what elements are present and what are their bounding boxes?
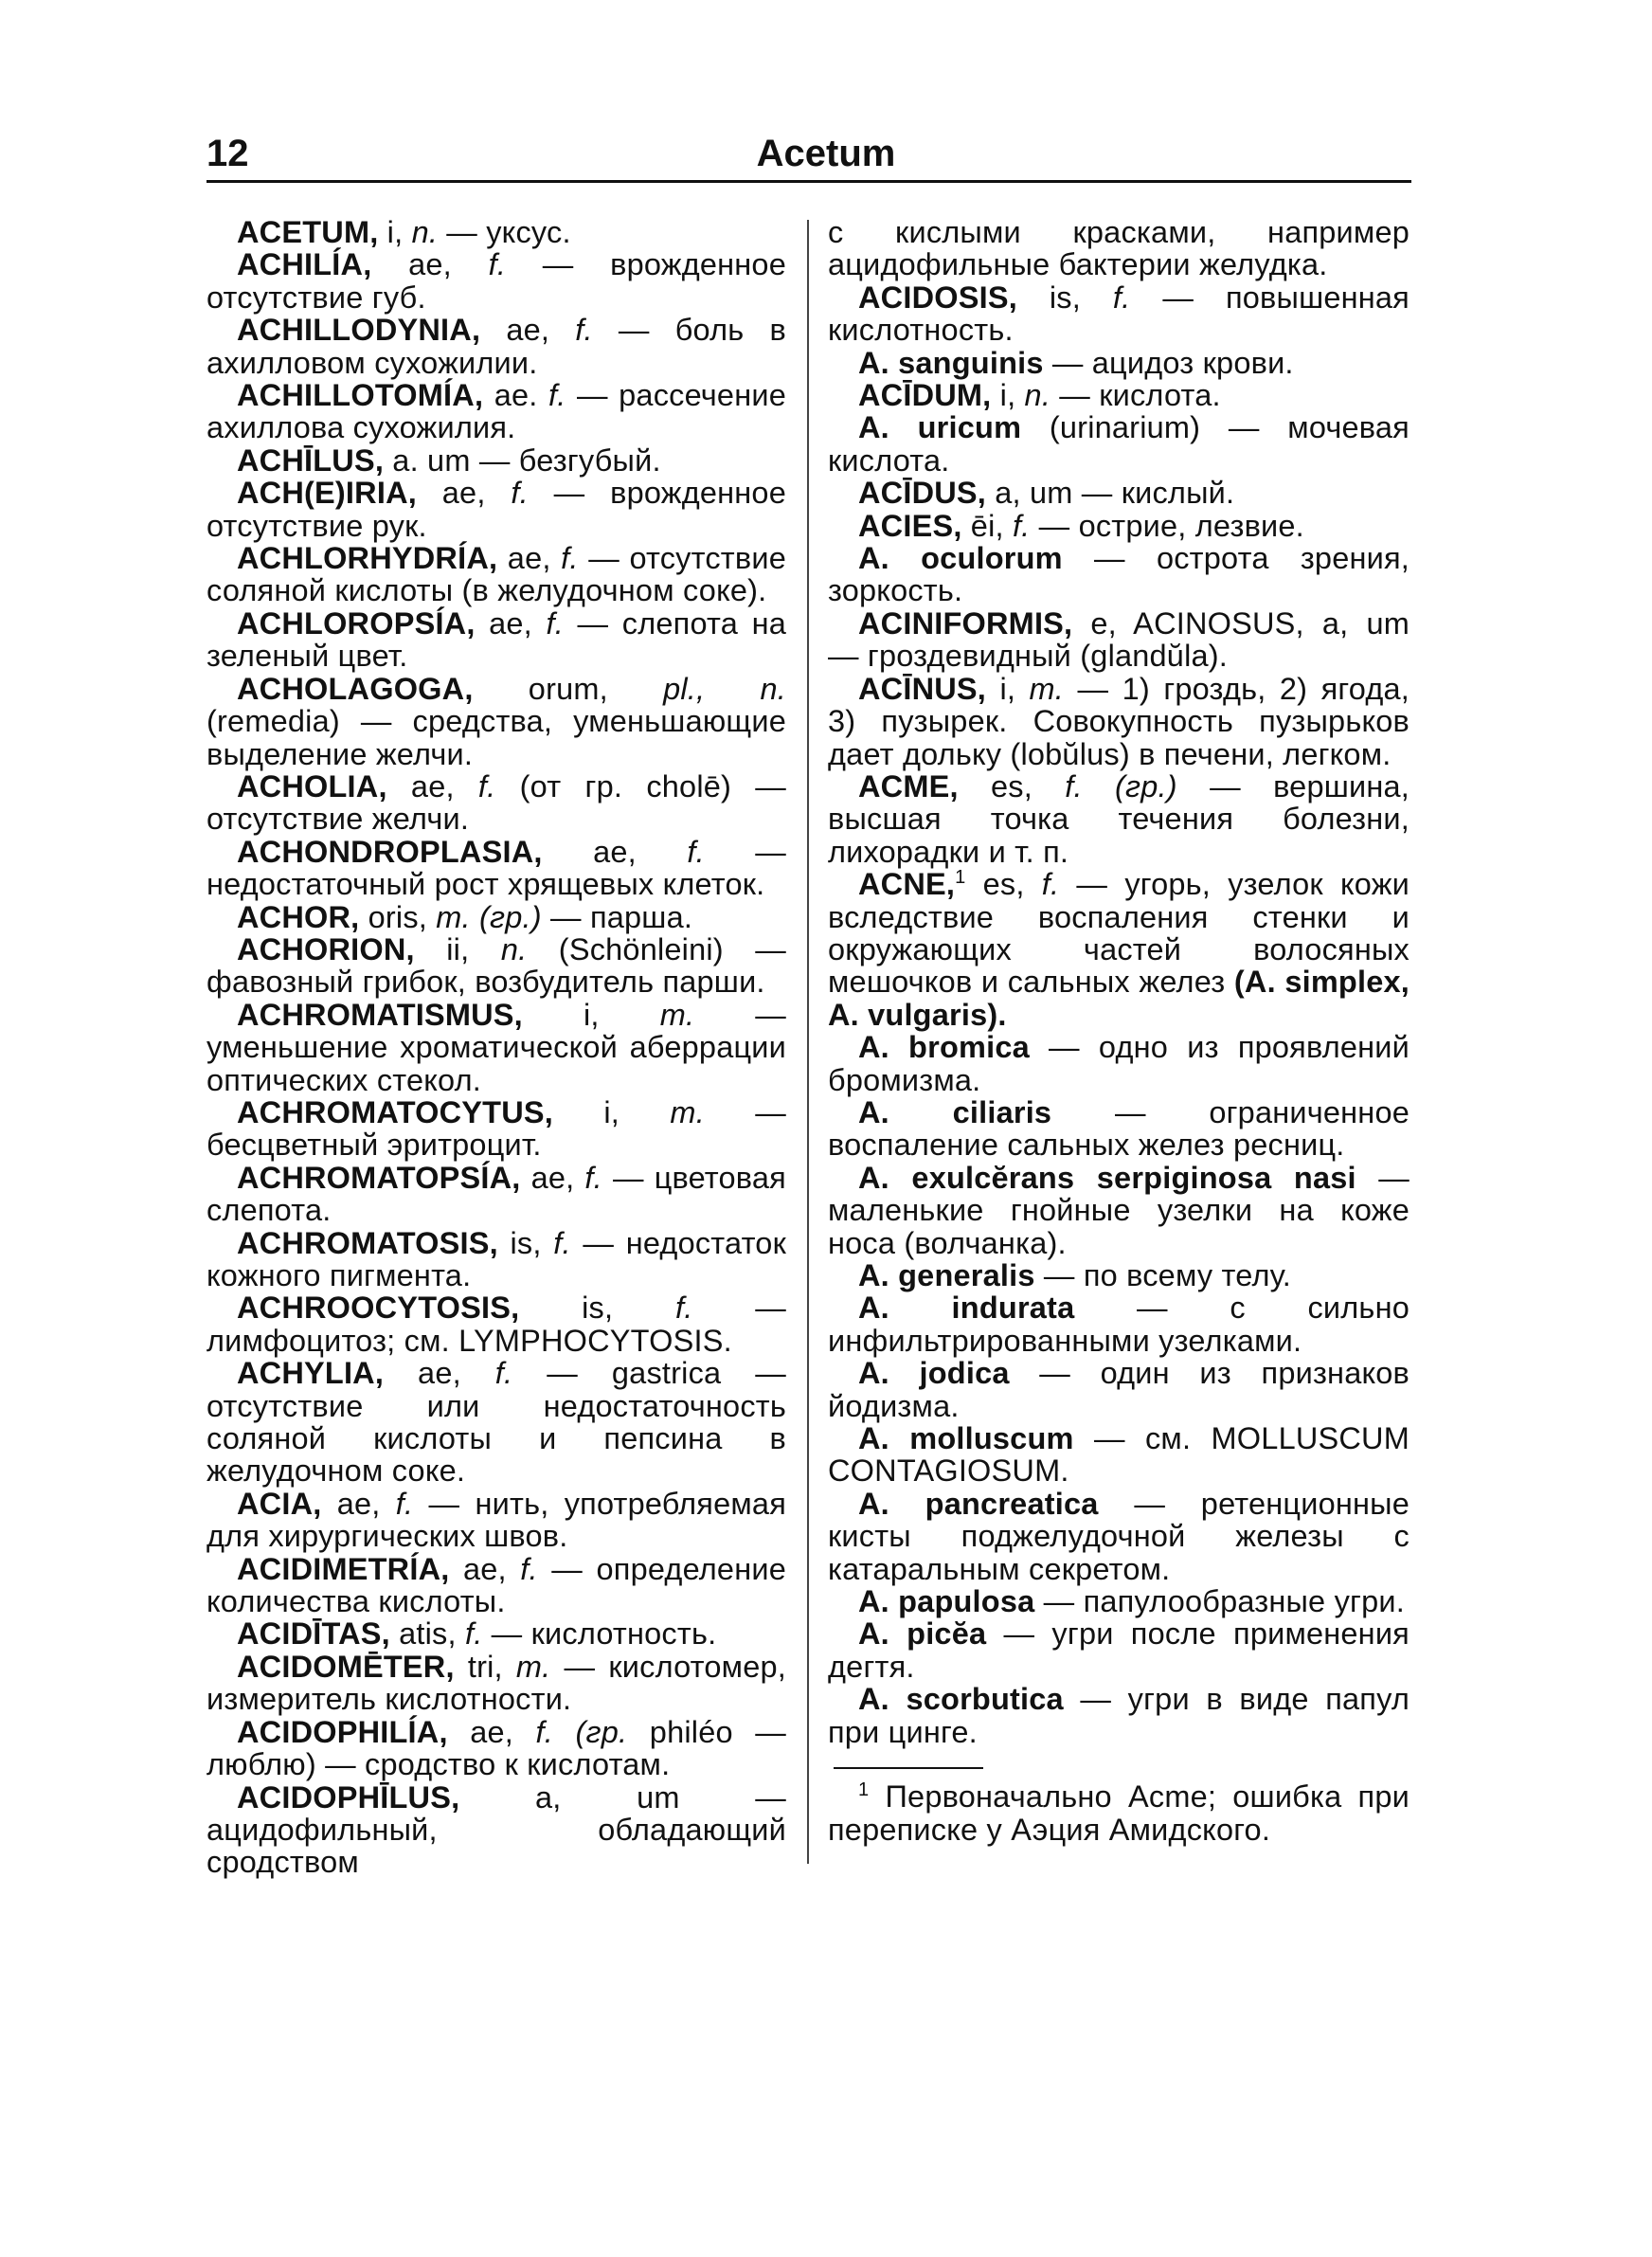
acne-variants: (A. simplex, A. vulgaris). [828, 965, 1410, 1032]
entry-gender: n. [403, 215, 439, 249]
dictionary-entry [206, 1291, 786, 1357]
dictionary-entry [206, 1617, 786, 1650]
entry-grammar: ae, [416, 476, 486, 511]
entry-grammar: ae, [386, 768, 455, 803]
dictionary-entry [206, 248, 786, 314]
entry-gender: f. [549, 313, 593, 348]
dictionary-entry [206, 1553, 786, 1618]
entry-gender: n. [469, 931, 528, 966]
entry-headword: A. pancreatica [858, 1486, 1099, 1521]
entry-definition: — одно из проявлений бромизма. [828, 1030, 1410, 1097]
entry-grammar: ae, [449, 1551, 507, 1586]
entry-headword: A. generalis [858, 1258, 1035, 1292]
entry-headword: ACHILÍA, [237, 247, 372, 282]
entry-gender: pl., n. [607, 671, 786, 706]
entry-gender: n. [1015, 378, 1051, 413]
entry-definition: — врожденное отсутствие губ. [206, 247, 786, 315]
entry-grammar: oris, [359, 899, 428, 934]
entry-headword: ACHLOROPSÍA, [237, 605, 476, 641]
entry-headword: ACIDOMĒTER, [237, 1649, 455, 1684]
footnote-marker: 1 [858, 1779, 870, 1801]
entry-grammar: ae, [384, 1356, 461, 1391]
dictionary-entry [828, 281, 1410, 347]
entry-grammar: is, [497, 1225, 542, 1260]
entry-grammar: a, um [459, 1779, 680, 1815]
entry-definition: — 1) гроздь, 2) ягода, 3) пузырек. Совокупность пузырьков дает дольку (lobŭlus) в печени, легком. [828, 671, 1410, 771]
entry-gender: m. [1015, 671, 1065, 706]
entry-headword: ACIA, [237, 1486, 322, 1521]
entry-gender: m. [599, 997, 695, 1032]
entry-headword: ACHROOCYTOSIS, [237, 1291, 520, 1326]
entry-definition: — кислотность. [482, 1616, 717, 1652]
dictionary-entry [828, 379, 1410, 411]
entry-definition: — вершина, высшая точка течения болезни, лихорадки и т. п. [828, 768, 1410, 869]
dictionary-entry [828, 607, 1410, 673]
entry-definition: — кислота. [1050, 378, 1221, 413]
entry-definition: — лимфоцитоз; см. LYMPHOCYTOSIS. [206, 1291, 786, 1358]
entry-definition: (remedia) — средства, уменьшающие выделение желчи. [206, 704, 786, 771]
entry-headword: ACHOLIA, [237, 768, 387, 803]
entry-gender: f. (гр.) [1032, 768, 1177, 803]
entry-grammar: ae, [542, 834, 637, 869]
right-column [828, 216, 1410, 1846]
entry-definition: — см. MOLLUSCUM CONTAGIOSUM. [828, 1421, 1410, 1489]
dictionary-entry [828, 1488, 1410, 1585]
dictionary-entry [828, 1096, 1410, 1162]
dictionary-entry [206, 1781, 786, 1879]
entry-definition: — цветовая слепота. [206, 1160, 786, 1228]
entry-grammar: es, [958, 768, 1032, 803]
dictionary-entry [828, 477, 1410, 509]
entry-grammar: i, [991, 378, 1016, 413]
entry-gender: f. [574, 1160, 602, 1195]
entry-gender: f. [506, 1551, 538, 1586]
entry-headword: ACHROMATOCYTUS, [237, 1094, 554, 1129]
entry-grammar: i, [986, 671, 1016, 706]
entry-headword: ACH(E)IRIA, [237, 476, 417, 511]
entry-gender: f. [636, 834, 705, 869]
entry-definition: — рассечение ахиллова сухожилия. [206, 378, 786, 445]
entry-gender: f. [613, 1291, 693, 1326]
left-column [206, 216, 786, 1879]
entry-definition: — кислотомер, измеритель кислотности. [206, 1649, 786, 1717]
entry-definition: — отсутствие соляной кислоты (в желудочном соке). [206, 541, 786, 608]
entry-grammar: ae, [520, 1160, 575, 1195]
entry-definition: — безгубый. [470, 442, 661, 478]
entry-definition: — определение количества кислоты. [206, 1551, 786, 1619]
column-divider [807, 220, 809, 1864]
entry-headword: ACIDĪTAS, [237, 1616, 390, 1652]
entry-definition: philéo — люблю) — сродство к кислотам. [206, 1714, 786, 1782]
entry-headword: ACIDIMETRÍA, [237, 1551, 450, 1586]
header-rule [206, 180, 1411, 183]
entry-definition: — слепота на зеленый цвет. [206, 605, 786, 674]
entry-headword: ACIDOSIS, [858, 280, 1017, 315]
dictionary-entry [828, 1617, 1410, 1683]
dictionary-entry [206, 901, 786, 933]
dictionary-entry [206, 999, 786, 1096]
entry-headword: ACHORION, [237, 931, 415, 966]
entry-gender: m. [620, 1094, 705, 1129]
entry-definition: — боль в ахилловом сухожилии. [206, 313, 786, 380]
entry-headword: ACHOR, [237, 899, 360, 934]
footnote-ref: 1 [955, 867, 966, 889]
entry-headword: ACHOLAGOGA, [237, 671, 474, 706]
dictionary-entry [828, 868, 1410, 1031]
entry-definition: — мочевая кислота. [828, 410, 1410, 478]
entry-definition: — уменьшение хроматической аберрации оптических стекол. [206, 997, 786, 1097]
dictionary-entry [828, 673, 1410, 770]
entry-definition: — ацидоз крови. [1043, 345, 1294, 380]
entry-headword: ACHROMATOPSÍA, [237, 1160, 521, 1195]
dictionary-entry [206, 314, 786, 379]
dictionary-entry [828, 1259, 1410, 1291]
entry-gender: f. [550, 541, 579, 576]
entry-gender: f. [541, 1225, 571, 1260]
entry-definition: — gastrica — отсутствие или недостаточность соляной кислоты и пепсина в желудочном соке. [206, 1356, 786, 1489]
dictionary-entry [206, 1651, 786, 1716]
footnote-text: Первоначально Acme; ошибка при переписке у Аэция Амидского. [828, 1779, 1410, 1847]
entry-headword: ACME, [858, 768, 959, 803]
dictionary-entry [206, 1716, 786, 1781]
entry-grammar: a, um [986, 476, 1073, 511]
dictionary-entry [828, 770, 1410, 868]
entry-grammar: a. um [384, 442, 471, 478]
entry-headword: ACINIFORMIS, [858, 605, 1073, 641]
entry-headword: ACETUM, [237, 215, 379, 249]
entry-grammar: i, [553, 1094, 620, 1129]
dictionary-entry [206, 836, 786, 901]
entry-headword: A. sanguinis [858, 345, 1044, 380]
entry-headword: ACHONDROPLASIA, [237, 834, 543, 869]
entry-grammar: ae. [483, 378, 538, 413]
entry-grammar: is, [519, 1291, 614, 1326]
entry-definition: ACINOSUS, a, um — гроздевидный (glandŭla). [828, 605, 1410, 674]
entry-definition: — повышенная кислотность. [828, 280, 1410, 348]
entry-grammar: atis, [389, 1616, 457, 1652]
entry-headword: A. picĕa [858, 1616, 987, 1652]
entry-grammar: i, [522, 997, 600, 1032]
entry-headword: A. scorbutica [858, 1682, 1064, 1717]
dictionary-entry [828, 1162, 1410, 1259]
entry-gender: f. [531, 605, 564, 641]
dictionary-entry [206, 542, 786, 607]
entry-definition: — по всему телу. [1034, 1258, 1292, 1292]
running-head: Acetum [756, 133, 896, 174]
entry-grammar: (urinarium) [1021, 410, 1201, 445]
entry-definition: — ацидофильный, обладающий сродством [206, 1779, 786, 1880]
dictionary-entry [206, 1096, 786, 1162]
dictionary-entry [828, 1031, 1410, 1096]
entry-gender: f. [451, 247, 507, 282]
entry-headword: ACĪDUS, [858, 476, 987, 511]
entry-definition: (Schönleini) — фавозный грибок, возбудитель парши. [206, 931, 786, 1000]
entry-definition: — с сильно инфильтрированными узелками. [828, 1291, 1410, 1358]
entry-grammar: ae, [371, 247, 452, 282]
entry-grammar: ae, [475, 605, 532, 641]
entry-headword: A. exulcĕrans serpiginosa nasi [858, 1160, 1356, 1195]
dictionary-entry [828, 1422, 1410, 1488]
dictionary-entry [828, 411, 1410, 477]
dictionary-entry [206, 1227, 786, 1292]
entry-gender: m. [502, 1649, 551, 1684]
entry-grammar: e, [1072, 605, 1117, 641]
entry-headword: ACIDOPHĪLUS, [237, 1779, 460, 1815]
entry-headword: A. oculorum [858, 541, 1063, 576]
entry-headword: A. jodica [858, 1356, 1010, 1391]
entry-definition: — бесцветный эритроцит. [206, 1094, 786, 1163]
footnote-rule [834, 1767, 983, 1769]
dictionary-entry [206, 1357, 786, 1488]
dictionary-entry [206, 770, 786, 836]
entry-grammar: es, [965, 867, 1025, 902]
entry-headword: A. molluscum [858, 1421, 1074, 1456]
entry-headword: ACHYLIA, [237, 1356, 385, 1391]
entry-grammar: tri, [454, 1649, 503, 1684]
entry-gender: f. [1024, 867, 1060, 902]
entry-headword: A. indurata [858, 1291, 1075, 1326]
entry-grammar: ii, [414, 931, 470, 966]
entry-headword: A. uricum [858, 410, 1022, 445]
entry-headword: ACĪDUM, [858, 378, 992, 413]
entry-definition: — нить, употребляемая для хирургических швов. [206, 1486, 786, 1554]
entry-gender: f. [456, 1616, 483, 1652]
page-number: 12 [206, 133, 249, 174]
entry-headword: ACNE, [858, 867, 956, 902]
entry-headword: ACHROMATOSIS, [237, 1225, 498, 1260]
entry-gender: f. [380, 1486, 414, 1521]
entry-grammar: is, [1016, 280, 1081, 315]
entry-gender: f. (гр. [513, 1714, 628, 1749]
entry-definition: — парша. [541, 899, 693, 934]
entry-gender: f. [485, 476, 529, 511]
entry-grammar: ēi, [961, 508, 1004, 543]
dictionary-entry [206, 933, 786, 999]
entry-headword: ACHĪLUS, [237, 442, 385, 478]
entry-grammar: ae, [497, 541, 551, 576]
dictionary-entry [828, 542, 1410, 607]
entry-definition: — папулообразные угри. [1034, 1584, 1405, 1619]
entry-headword: ACĪNUS, [858, 671, 987, 706]
entry-definition: — острие, лезвие. [1030, 508, 1304, 543]
dictionary-entry [206, 379, 786, 444]
dictionary-entry [828, 510, 1410, 542]
entry-definition: — уксус. [438, 215, 571, 249]
footnote [828, 1780, 1410, 1846]
entry-headword: A. papulosa [858, 1584, 1035, 1619]
entry-headword: A. ciliaris [858, 1094, 1052, 1129]
entry-definition: — угорь, узелок кожи вследствие воспаления стенки и окружающих частей волосяных мешочков и сальных желез [828, 867, 1410, 1000]
entry-definition: (от гр. cholē) — отсутствие желчи. [206, 768, 786, 837]
dictionary-entry [828, 1291, 1410, 1357]
entry-gender: f. [537, 378, 566, 413]
entry-definition: — маленькие гнойные узелки на коже носа (волчанка). [828, 1160, 1410, 1260]
entry-headword: ACHLORHYDRÍA, [237, 541, 498, 576]
entry-headword: ACIES, [858, 508, 962, 543]
entry-grammar: i, [378, 215, 404, 249]
dictionary-entry [828, 347, 1410, 379]
entry-headword: ACHROMATISMUS, [237, 997, 523, 1032]
dictionary-entry [828, 1585, 1410, 1617]
entry-definition: — угри после применения дегтя. [828, 1616, 1410, 1684]
entry-gender: f. [454, 768, 496, 803]
dictionary-entry [206, 673, 786, 770]
dictionary-entry [206, 216, 786, 248]
entry-grammar: ae, [480, 313, 550, 348]
dictionary-entry [206, 607, 786, 673]
entry-grammar: ae, [447, 1714, 513, 1749]
entry-gender: f. [460, 1356, 513, 1391]
entry-headword: ACHILLODYNIA, [237, 313, 481, 348]
entry-definition: — врожденное отсутствие рук. [206, 476, 786, 543]
entry-gender: f. [1080, 280, 1131, 315]
entry-gender: f. [1003, 508, 1031, 543]
entry-definition: — недостаток кожного пигмента. [206, 1225, 786, 1292]
entry-headword: A. bromica [858, 1030, 1030, 1065]
entry-grammar: ae, [321, 1486, 381, 1521]
dictionary-entry [206, 477, 786, 542]
entry-definition: — недостаточный рост хрящевых клеток. [206, 834, 786, 902]
entry-definition: — ретенционные кисты поджелудочной железы с катаральным секретом. [828, 1486, 1410, 1586]
dictionary-entry [206, 444, 786, 477]
entry-definition: с кислыми красками, например ацидофильные бактерии желудка. [828, 215, 1410, 282]
entry-headword: ACIDOPHILÍA, [237, 1714, 448, 1749]
dictionary-entry [828, 1683, 1410, 1748]
dictionary-entry [828, 1357, 1410, 1422]
entry-definition: — кислый. [1072, 476, 1235, 511]
entry-gender: m. (гр.) [427, 899, 542, 934]
entry-definition: — ограниченное воспаление сальных желез ресниц. [828, 1094, 1410, 1163]
dictionary-entry [206, 1162, 786, 1227]
dictionary-entry [206, 1488, 786, 1553]
dictionary-entry [828, 216, 1410, 281]
entry-definition: — острота зрения, зоркость. [828, 541, 1410, 608]
entry-definition: — угри в виде папул при цинге. [828, 1682, 1410, 1749]
entry-definition: — один из признаков йодизма. [828, 1356, 1410, 1423]
entry-grammar: orum, [473, 671, 608, 706]
entry-headword: ACHILLOTOMÍA, [237, 378, 484, 413]
